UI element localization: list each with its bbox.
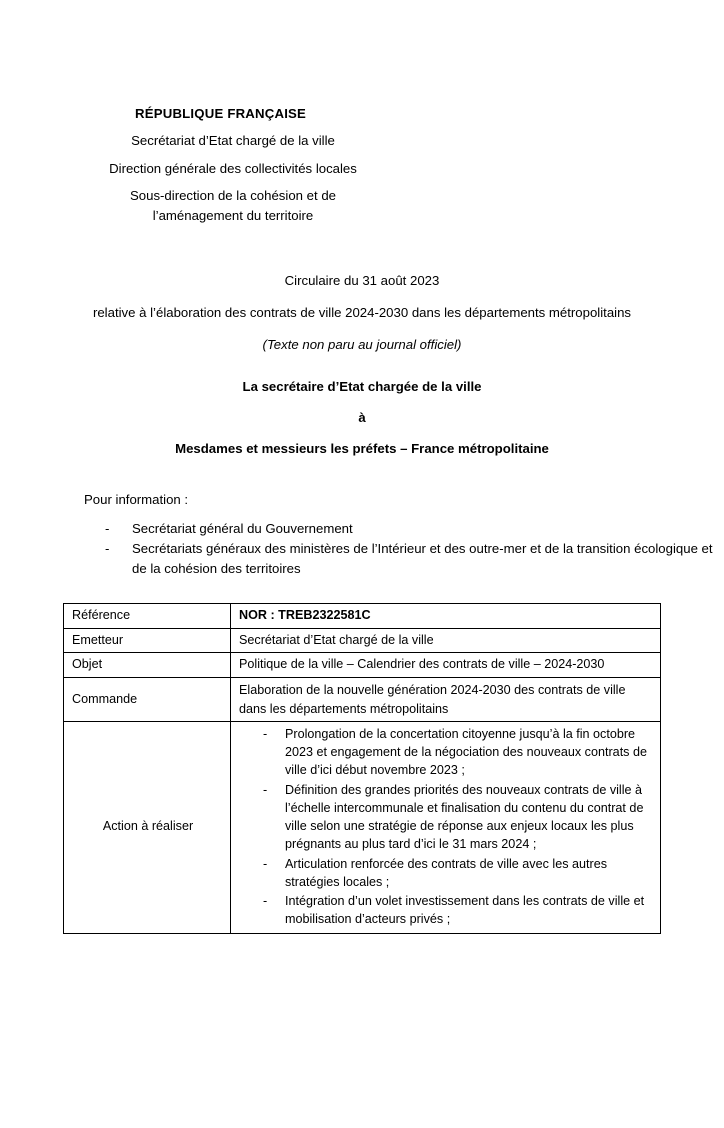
action-list (239, 725, 654, 929)
list-item (239, 855, 654, 892)
table-cell-value: Secrétariat d’Etat chargé de la ville (231, 628, 661, 653)
recipients: Mesdames et messieurs les préfets – France métropolitaine (175, 440, 549, 456)
document-page (0, 104, 724, 1128)
table-row (64, 603, 661, 628)
information-list (84, 519, 724, 578)
circular-subject: relative à l’élaboration des contrats de ville 2024-2030 dans les départements métropolitains (92, 304, 632, 320)
list-item-label: Prolongation de la concertation citoyenne jusqu’à la fin octobre 2023 et engagement de la négociation des nouveaux contrats de ville d’ici début novembre 2023 ; (285, 726, 647, 778)
table-row (64, 721, 661, 933)
table-cell-value: Elaboration de la nouvelle génération 2024-2030 des contrats de ville dans les départements métropolitains (231, 678, 661, 722)
dash-bullet: - (263, 856, 268, 871)
list-item (239, 892, 654, 929)
list-item-label: Secrétariat général du Gouvernement (132, 521, 353, 537)
dash-bullet: - (263, 782, 268, 797)
journal-note: (Texte non paru au journal officiel) (262, 337, 462, 353)
circular-date: Circulaire du 31 août 2023 (284, 272, 440, 288)
table-cell-label: Objet (64, 653, 231, 678)
dash-bullet: - (105, 541, 110, 557)
connector-a: à (358, 409, 366, 425)
header-line-secretariat: Secrétariat d’Etat chargé de la ville (131, 133, 335, 149)
list-item (239, 725, 654, 780)
list-item (239, 781, 654, 854)
list-item-label: Définition des grandes priorités des nouveaux contrats de ville à l’échelle intercommunale et finalisation du contenu du contrat de ville selon une stratégie de réponse aux enjeux locaux les plus prégnants au plus tard d’ici le 31 mars 2024 ; (285, 782, 644, 852)
table-cell-value (231, 721, 661, 933)
table-row (64, 628, 661, 653)
table-cell-value: Politique de la ville – Calendrier des contrats de ville – 2024-2030 (231, 653, 661, 678)
table-row (64, 678, 661, 722)
document-header (0, 104, 724, 225)
issuer-title: La secrétaire d’Etat chargée de la ville (242, 379, 482, 395)
dash-bullet: - (105, 521, 110, 537)
header-line-sousdirection: Sous-direction de la cohésion et de l’aménagement du territoire (129, 188, 336, 223)
republic-title: RÉPUBLIQUE FRANÇAISE (135, 106, 307, 121)
header-line-direction: Direction générale des collectivités locales (109, 161, 357, 177)
table-cell-label: Référence (64, 603, 231, 628)
table-cell-value: NOR : TREB2322581C (231, 603, 661, 628)
information-block (0, 490, 724, 578)
list-item (84, 539, 724, 579)
list-item-label: Secrétariats généraux des ministères de l’Intérieur et des outre-mer et de la transition écologique et de la cohésion des territoires (132, 541, 713, 576)
table-cell-label: Action à réaliser (64, 721, 231, 933)
dash-bullet: - (263, 726, 268, 741)
list-item-label: Articulation renforcée des contrats de ville avec les autres stratégies locales ; (285, 856, 608, 889)
metadata-table (63, 603, 661, 934)
title-block (0, 271, 724, 459)
dash-bullet: - (263, 894, 268, 909)
list-item (84, 519, 724, 539)
list-item-label: Intégration d’un volet investissement dans les contrats de ville et mobilisation d’acteurs privés ; (285, 894, 645, 927)
table-cell-label: Emetteur (64, 628, 231, 653)
information-heading: Pour information : (84, 492, 189, 508)
table-cell-label: Commande (64, 678, 231, 722)
table-row (64, 653, 661, 678)
